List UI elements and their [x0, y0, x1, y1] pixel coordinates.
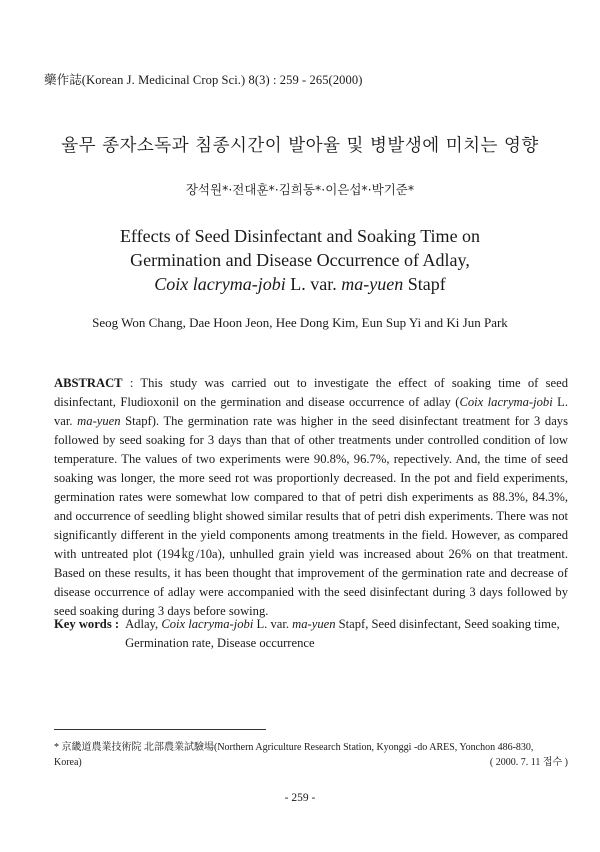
page-number: - 259 - — [284, 792, 316, 804]
species-author: Stapf — [403, 274, 446, 294]
abstract-text-1: This study was carried out to investigate the effect of soaking time of seed disinfectant, Fludioxonil on the germination and disease occurrence of adlay ( — [54, 376, 569, 409]
abstract-variety: ma-yuen — [77, 414, 121, 428]
keywords-variety: ma-yuen — [292, 617, 336, 631]
keywords-text-1: Adlay, — [125, 617, 162, 631]
keywords-label: Key words : — [54, 617, 120, 631]
english-title-line-2: Germination and Disease Occurrence of Adlay, — [130, 250, 470, 270]
abstract-label: ABSTRACT — [54, 376, 123, 390]
footnote — [54, 740, 568, 770]
footnote-divider — [54, 729, 266, 730]
english-authors: Seog Won Chang, Dae Hoon Jeon, Hee Dong Kim, Eun Sup Yi and Ki Jun Park — [92, 315, 508, 330]
footnote-affiliation: * 京畿道農業技術院 北部農業試驗場(Northern Agriculture Research Station, Kyonggi -do ARES, Yonchon 486-830, — [54, 742, 534, 753]
keywords — [54, 615, 568, 653]
keywords-text-3: Stapf, Seed disinfectant, Seed soaking time, Germination rate, Disease occurrence — [125, 617, 560, 650]
received-date: ( 2000. 7. 11 접수 ) — [489, 757, 568, 768]
abstract-separator: : — [122, 376, 141, 390]
english-title-line-1: Effects of Seed Disinfectant and Soaking Time on — [119, 226, 481, 246]
abstract-text-2: L. var. — [54, 395, 568, 428]
abstract-species: Coix lacryma-jobi — [459, 395, 553, 409]
species-name: Coix lacryma-jobi — [154, 274, 286, 294]
species-var-text: L. var. — [285, 274, 342, 294]
journal-citation: 藥作誌(Korean J. Medicinal Crop Sci.) 8(3) : 259 - 265(2000) — [44, 73, 363, 87]
variety-name: ma-yuen — [341, 274, 404, 294]
keywords-species: Coix lacryma-jobi — [161, 617, 254, 631]
abstract — [54, 374, 568, 621]
english-title-line-3 — [0, 272, 600, 296]
footnote-second-row — [54, 755, 568, 770]
footnote-country: Korea) — [54, 757, 82, 768]
abstract-text-3: Stapf). The germination rate was higher in the seed disinfectant treatment for 3 days followed by seed soaking for 3 days than that of other treatments under controlled condition of low temperature. The values of two experiments were 90.8%, 96.7%, repectively. And, the time of seed soaking was longer, the more seed rot was proportionly decreased. In the pot and field experiments, germination rates were somewhat low compared to that of petri dish experiments as 88.3%, 84.3%, and occurrence of seedling blight showed similar results that of petri dish experiments. There was not significantly different in the yield components among treatments in the field. However, as compared with untreated plot (194㎏/10a), unhulled grain yield was increased about 26% on that treatment. Based on these results, it has been thought that improvement of the germination rate and decrease of disease occurrence of adlay were accompanied with the seed disinfectant during 3 days followed by seed soaking during 3 days before sowing. — [54, 414, 568, 618]
english-title — [0, 224, 600, 296]
korean-title: 율무 종자소독과 침종시간이 발아율 및 병발생에 미치는 영향 — [61, 136, 539, 156]
korean-authors: 장석원*·전대훈*·김희동*·이은섭*·박기준* — [185, 182, 415, 197]
keywords-text-2: L. var. — [253, 617, 293, 631]
keywords-text — [125, 615, 568, 653]
